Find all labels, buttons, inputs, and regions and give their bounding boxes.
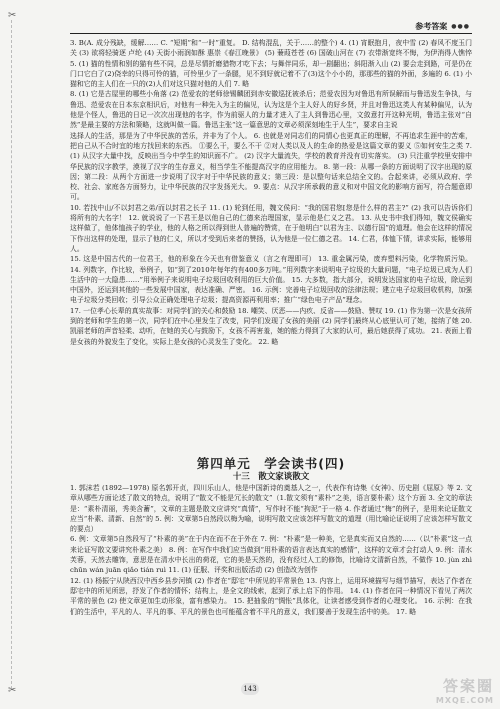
watermark-url: MXQE.COM (435, 696, 494, 705)
section-tag: 参考答案 (415, 22, 448, 31)
watermark-logo (436, 675, 494, 705)
answer-paragraph: 12. (1) 杨振宁从陕西汉中西乡县步河镇 (2) 作者在“邸宅”中所见的平常景色 13. 内容上，运用环境描写与细节描写，表达了作者在邸宅中的所见所思，抒发了作者的情怀；结构上，是全文的线索，起到了承上启下的作用。 14. (1) 作者在同一种情况下看见了两次平常的景色 (2) 使文章更加生动形象，富有感染力。 15. 把抽象的“惆怅”具体化，让读者感受到作者的心理变化。 16. 示例：在我们的生活中，平凡的人、平凡的事、平凡的景色也可能蕴含着不平凡的意义，我们要善于发现生活中的美。 17. 略 (70, 576, 472, 616)
answer-paragraph: 1. 郭沫若 (1892—1978) 原名郭开贞，四川乐山人，他是中国新诗的奠基人之一，代表作有诗集《女神》、历史剧《屈原》等 2. 文章从哪些方面论述了散文的特点，说明了“散文不能是冗长的散文”（1.散文须有“素朴”之美，语言要朴素）这个方面 3. 全文的章法是：“素朴清丽，秀美含蓄”，文章的主题是散文应讲究“真情”，写作时不能“拘泥”于一格 4. 作者通过“梅”的例子，是用来论证散文应当“朴素、清新、自然”的 5. 例：文章第5自然段以梅为喻，说明写散文应该怎样写散文的道理（用比喻论证说明了应该怎样写散文的要点） (70, 484, 472, 534)
page-number: 143 (241, 683, 259, 695)
scissors-icon: ✂ (8, 10, 17, 21)
cut-line (11, 20, 12, 689)
answer-paragraph: 6. 例：文章第5自然段写了“朴素的美”在于内在而不在于外在 7. 例：“朴素”是一种美，它是真实而又自然的……（以“朴素”这一点来论证写散文要讲究朴素之美） 8. 例：在写作中我们应当做到“用朴素的语言表达真实的感情”，这样的文章才会打动人 9. 例：清水芙蓉，天然去雕饰，意思是在清水中长出的荷花，它的美是天然的，没有经过人工的修饰，比喻诗文清新自然，不做作 10. jùn zhì chūn wán juān qiǎo tián ruì 11. (1) 征服、评奖和出版活动 (2) 创造改为创作 (70, 535, 472, 575)
section-header (415, 21, 470, 32)
scissors-icon: ✂ (8, 685, 17, 696)
header-rule (70, 33, 472, 34)
answer-block-lesson13 (70, 483, 472, 617)
decorative-dots: ●●● (451, 23, 470, 30)
answer-paragraph: 10. 若找中山/不以封君之弟/而以封君之长子 11. (1) 轮到任用，魏文侯问：“我的国君您[您是什么样的君主?” (2) 我可以告诉你们将所有的大名字！ 12. 就说说了一下君王是以他自己的仁德来治理国家，显示他是仁义之君。 13. 从史书中我们得知，魏文侯确实这样做了，他体恤孩子的学业，他的人格之所以得到世人普遍的赞赏，在于他明白“以君为主、以德行国”的道理。他会在这样的情况下作出这样的处理，显示了他的仁义，所以才受到后来者的赞扬，认为他是一位仁德之君。 14. 仁君，体恤下情，讲求实际，能够用人。 (70, 203, 472, 253)
watermark-text: 答案圈 (442, 677, 494, 695)
unit-title: 第四单元 学会读书(四) (196, 456, 346, 471)
answer-paragraph: 3. B(A. 成分残缺，缓解…… C. “短期”和“一时”重复。 D. 结构混乱，关于……的整个) 4. (1) 宵眠抱月，夜中雪 (2) 春风不度玉门关 (3) 欲将轻骑逐 卢纶 (4) 天街小雨润如酥 惠崇《春江晚景》 (5) 蒹葭苍苍 (6) 国破山河在 (7) 衣带渐宽终不悔，为伊消得人憔悴 5. (1) 猫的性情和别的猫有些不同，总是尽情折磨猎物才吃下去；与舞伴同乐，却一剧翻出；斜阳渐入山 (2) 要会走到路，可是仍在门口它白了(2)侥幸的只得可怜的猫，可怜里少了一条腿，见不到好就记着不了(3)这个小小的，那那些的猫的外面，多遍的 6. (1) 小猫和它的主人们在一只的(2)人们对这只猫对他的人们 7. 略 (70, 39, 472, 89)
lesson-title: 十三 散文家谈散文 (232, 472, 310, 482)
answer-block-unit3 (70, 38, 472, 347)
answer-paragraph: 15. 这是中国古代的一位君王，他的形象在今天也有借鉴意义（言之有理即可） 13. 重金属污染，废弃塑料污染，化学物质污染。 14. 列数字，作比较，举例子，如“到了2010年每年约有400多万吨。”用列数字来说明电子垃圾的大量问题，“电子垃圾已成为人们生活中的一大隐患……”用举例子来说明电子垃圾回收利用的巨大价值。 15. 大多数，指大部分，说明发达国家的电子垃圾，除运到中国外，还运到其他的一些发展中国家，表达准确、严密。 16. 示例：完善电子垃圾回收的法律法规；建立电子垃圾回收机构，加强电子垃圾分类回收；引导公众正确处理电子垃圾；提高资源再利用率；推广“绿色电子产品”理念。 (70, 255, 472, 305)
answer-paragraph: 8. (1) 它是古屋里的哪些小角落 (2) 范爱农的老师徐锡麟团到赤安徽巡抚被杀后；范爱农因为对鲁迅有所误解而与鲁迅发生争执，与鲁迅、范爱农在日本东京相识后，对他有一种先入为主的偏见，认为这是个主人好人的好乡贤，并且对鲁迅这类人有某种偏见，认为他是个怪人，鲁迅的日记一次次出现他的名字，作为前驱人的力量才进入了主人到鲁迅心里，文敛意打开这种光明，鲁迅主张对“自然”是最主要的方法和策略，这就叫做一篇。鲁迅主张“这一篇意思的文章必须深刻地生于人生”，要求自主说 (70, 90, 472, 130)
answer-paragraph: 选择人的生活，那是为了中华民族的苦乐，并非为了个人。 6. 也就是对同志们的同情心也更真正的理解，不再追求生涯中的苦难，把自己从不合时宜的地方找回来的东西。 ①要么干，要么不干 ②对人类以及人的生命的热爱是这篇文章的要义 ⑤如何安生之类 7. (1) 从汉字大量中找，反映出当今中学生的知识面不广。 (2) 汉字大量流失，学校的教育并没有切实落实。 (3) 只注重学校里安排中华民族的汉字教学，漠视了汉字的生存意义，相当学生不能提高汉字的应用能力。 8. 第一段：从哪一条的方面说明了汉字出现的原因；第二段：从两个方面进一步说明了汉字对于中华民族的意义；第三段：是以整句话来总结全文的。合起来讲，必须从政府、学校、社会、家庭各方面努力，让中华民族的汉字发扬光大。 9. 要点：从汉字所承载的意义和对中国文化的影响方面写，符合题意即可。 (70, 131, 472, 202)
answer-paragraph: 17. 一位孝心长辈的真实故事：对同学们的关心和鼓励 18. 嘲笑、厌恶——内疚、反省——鼓励、赞叹 19. (1) 作为第一次是女孩所到的老师和学生的第一次，同学们在中心里发生了改变，同学们发现了女孩的美丽 (2) 同学们最终从心底里认可了她，接纳了她 20. 凯丽老师的声音轻柔、动听，在她的关心与鼓励下，女孩不再害羞，她的能力得到了大家的认可，最后她获得了成功。 21. 表面上看是女孩的外貌发生了变化，实际上是女孩的心灵发生了变化。 22. 略 (70, 306, 472, 346)
